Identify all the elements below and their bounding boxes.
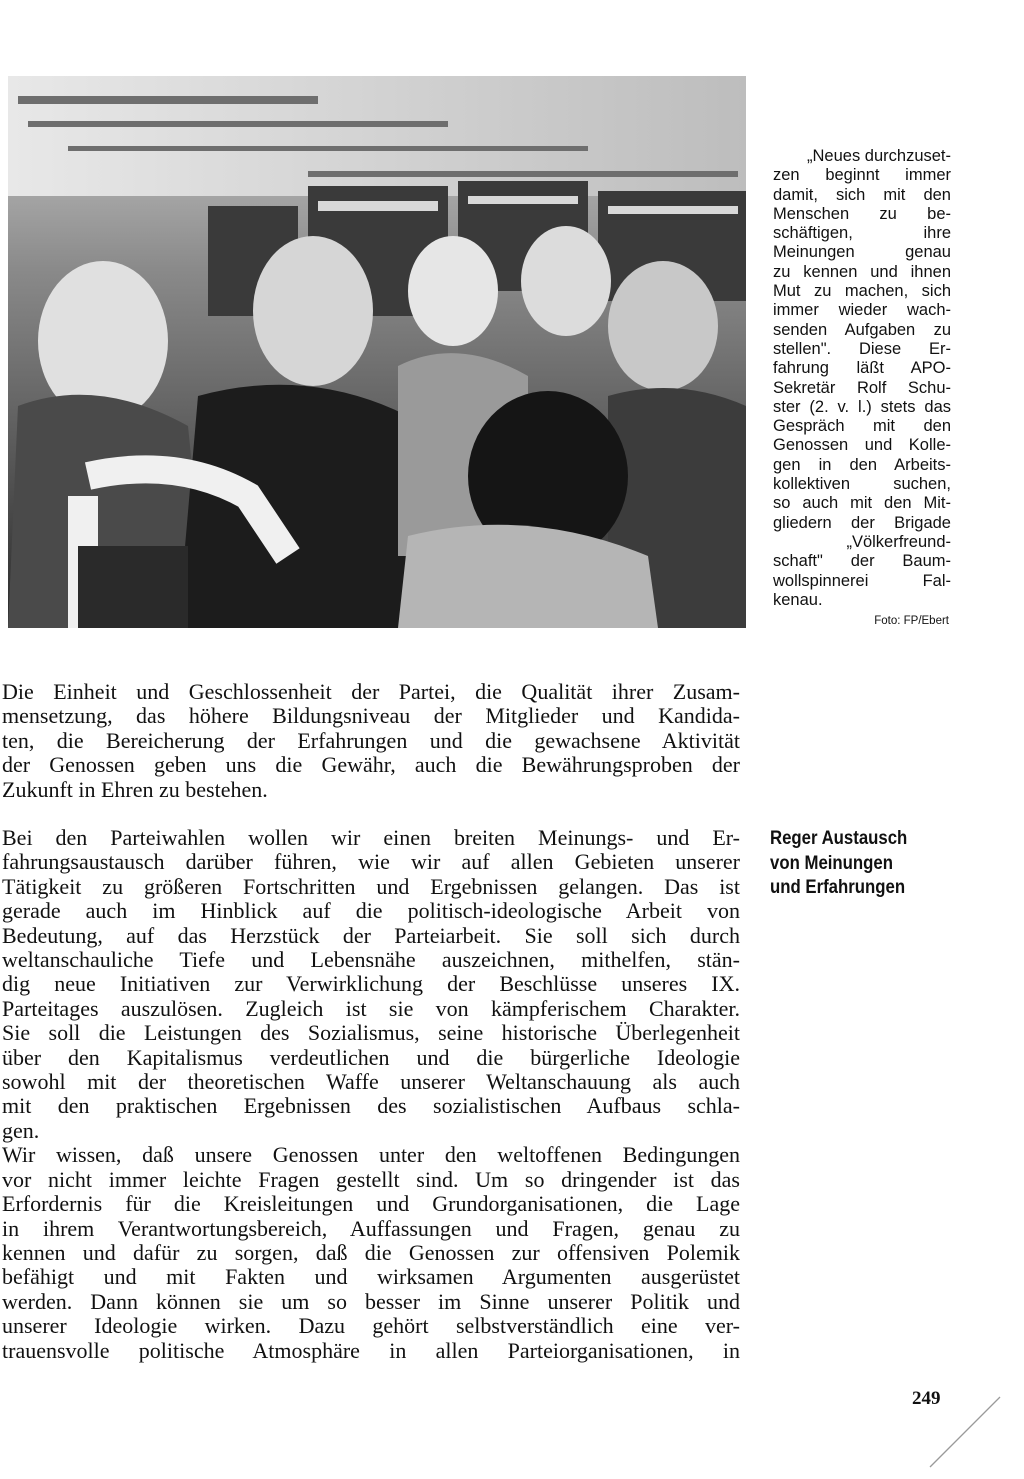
text-line: befähigt und mit Fakten und wirksamen Argumenten ausgerüstet bbox=[2, 1264, 740, 1290]
caption-line: gliedern der Brigade bbox=[773, 513, 951, 532]
text-line: kennen und dafür zu sorgen, daß die Genossen zur offensiven Polemik bbox=[2, 1239, 740, 1265]
text-line: mit den praktischen Ergebnissen des sozialistischen Aufbaus schla- bbox=[2, 1093, 740, 1119]
side-heading-line: und Erfahrungen bbox=[770, 876, 906, 898]
caption-line: wollspinnerei Fal- bbox=[773, 571, 951, 590]
body-paragraph-1 bbox=[2, 680, 740, 802]
text-line: Bedeutung, auf das Herzstück der Parteiarbeit. Sie soll sich durch bbox=[2, 922, 740, 948]
photograph bbox=[8, 76, 746, 628]
text-line: über den Kapitalismus verdeutlichen und die bürgerliche Ideologie bbox=[2, 1044, 740, 1070]
text-line: Wir wissen, daß unsere Genossen unter den weltoffenen Bedingungen bbox=[2, 1142, 740, 1168]
text-line: sowohl mit der theoretischen Waffe unserer Weltanschauung als auch bbox=[2, 1069, 740, 1095]
caption-line: fahrung läßt APO- bbox=[773, 359, 951, 378]
caption-line: gen in den Arbeits- bbox=[773, 455, 951, 474]
text-line: vor nicht immer leichte Fragen gestellt sind. Um so dringender ist das bbox=[2, 1166, 740, 1192]
text-line: mensetzung, das höhere Bildungsniveau der Mitglieder und Kandida- bbox=[2, 703, 740, 729]
text-line: Parteitages auszulösen. Zugleich ist sie von kämpferischem Charakter. bbox=[2, 995, 740, 1021]
text-line: gerade auch im Hinblick auf die politisch-ideologische Arbeit von bbox=[2, 898, 740, 924]
pencil-stroke-mark bbox=[925, 1395, 1005, 1470]
text-line: dig neue Initiativen zur Verwirklichung der Beschlüsse unseres IX. bbox=[2, 971, 740, 997]
caption-line: zen beginnt immer bbox=[773, 166, 951, 185]
caption-line: kollektiven suchen, bbox=[773, 475, 951, 494]
side-heading-line: Reger Austausch bbox=[770, 827, 908, 849]
photograph-icon bbox=[8, 76, 746, 628]
caption-line: immer wieder wach- bbox=[773, 301, 951, 320]
text-line: weltanschauliche Tiefe und Lebensnähe auszeichnen, mithelfen, stän- bbox=[2, 947, 740, 973]
text-line: gen. bbox=[2, 1117, 40, 1143]
text-line: Bei den Parteiwahlen wollen wir einen breiten Meinungs- und Er- bbox=[2, 825, 740, 850]
photo-credit: Foto: FP/Ebert bbox=[874, 615, 949, 627]
caption-line: stellen". Diese Er- bbox=[773, 339, 951, 358]
caption-line: Mut zu machen, sich bbox=[773, 282, 951, 301]
page-number: 249 bbox=[912, 1388, 941, 1409]
text-line: der Genossen geben uns die Gewähr, auch die Bewährungsproben der bbox=[2, 752, 740, 778]
caption-line: schäftigen, ihre bbox=[773, 224, 951, 243]
caption-line: Meinungen genau bbox=[773, 243, 951, 262]
caption-line: ster (2. v. l.) stets das bbox=[773, 397, 951, 416]
text-line: fahrungsaustausch darüber führen, wie wir auf allen Gebieten unserer bbox=[2, 849, 740, 875]
caption-line: so auch mit den Mit- bbox=[773, 494, 951, 513]
caption-line: „Neues durchzuset- bbox=[807, 147, 951, 165]
side-heading bbox=[770, 826, 959, 900]
caption-line: kenau. bbox=[773, 590, 823, 609]
caption-line: schaft" der Baum- bbox=[773, 552, 951, 571]
text-line: unserer Ideologie wirken. Dazu gehört selbstverständlich eine ver- bbox=[2, 1313, 740, 1339]
caption-line: senden Aufgaben zu bbox=[773, 320, 951, 339]
caption-line: Genossen und Kolle- bbox=[773, 436, 951, 455]
caption-line: Gespräch mit den bbox=[773, 417, 951, 436]
text-line: Sie soll die Leistungen des Sozialismus, seine historische Überlegenheit bbox=[2, 1020, 740, 1046]
body-paragraph-2 bbox=[2, 826, 740, 1363]
text-line: ten, die Bereicherung der Erfahrungen und die gewachsene Aktivität bbox=[2, 727, 740, 753]
caption-line: Sekretär Rolf Schu- bbox=[773, 378, 951, 397]
text-line: werden. Dann können sie um so besser im Sinne unserer Politik und bbox=[2, 1288, 740, 1314]
side-heading-line: von Meinungen bbox=[770, 851, 893, 874]
caption-line: zu kennen und ihnen bbox=[773, 262, 951, 281]
caption-line: „Völkerfreund- bbox=[846, 532, 951, 551]
text-line: Die Einheit und Geschlossenheit der Partei, die Qualität ihrer Zusam- bbox=[2, 679, 740, 704]
photo-caption bbox=[773, 147, 951, 610]
text-line: Zukunft in Ehren zu bestehen. bbox=[2, 776, 268, 802]
text-line: Tätigkeit zu größeren Fortschritten und Ergebnissen gelangen. Das ist bbox=[2, 873, 740, 899]
caption-line: Menschen zu be- bbox=[773, 204, 951, 223]
caption-line: damit, sich mit den bbox=[773, 185, 951, 204]
text-line: Erfordernis für die Kreisleitungen und Grundorganisationen, die Lage bbox=[2, 1191, 740, 1217]
text-line: trauensvolle politische Atmosphäre in allen Parteiorganisationen, in bbox=[2, 1337, 740, 1363]
text-line: in ihrem Verantwortungsbereich, Auffassungen und Fragen, genau zu bbox=[2, 1215, 740, 1241]
